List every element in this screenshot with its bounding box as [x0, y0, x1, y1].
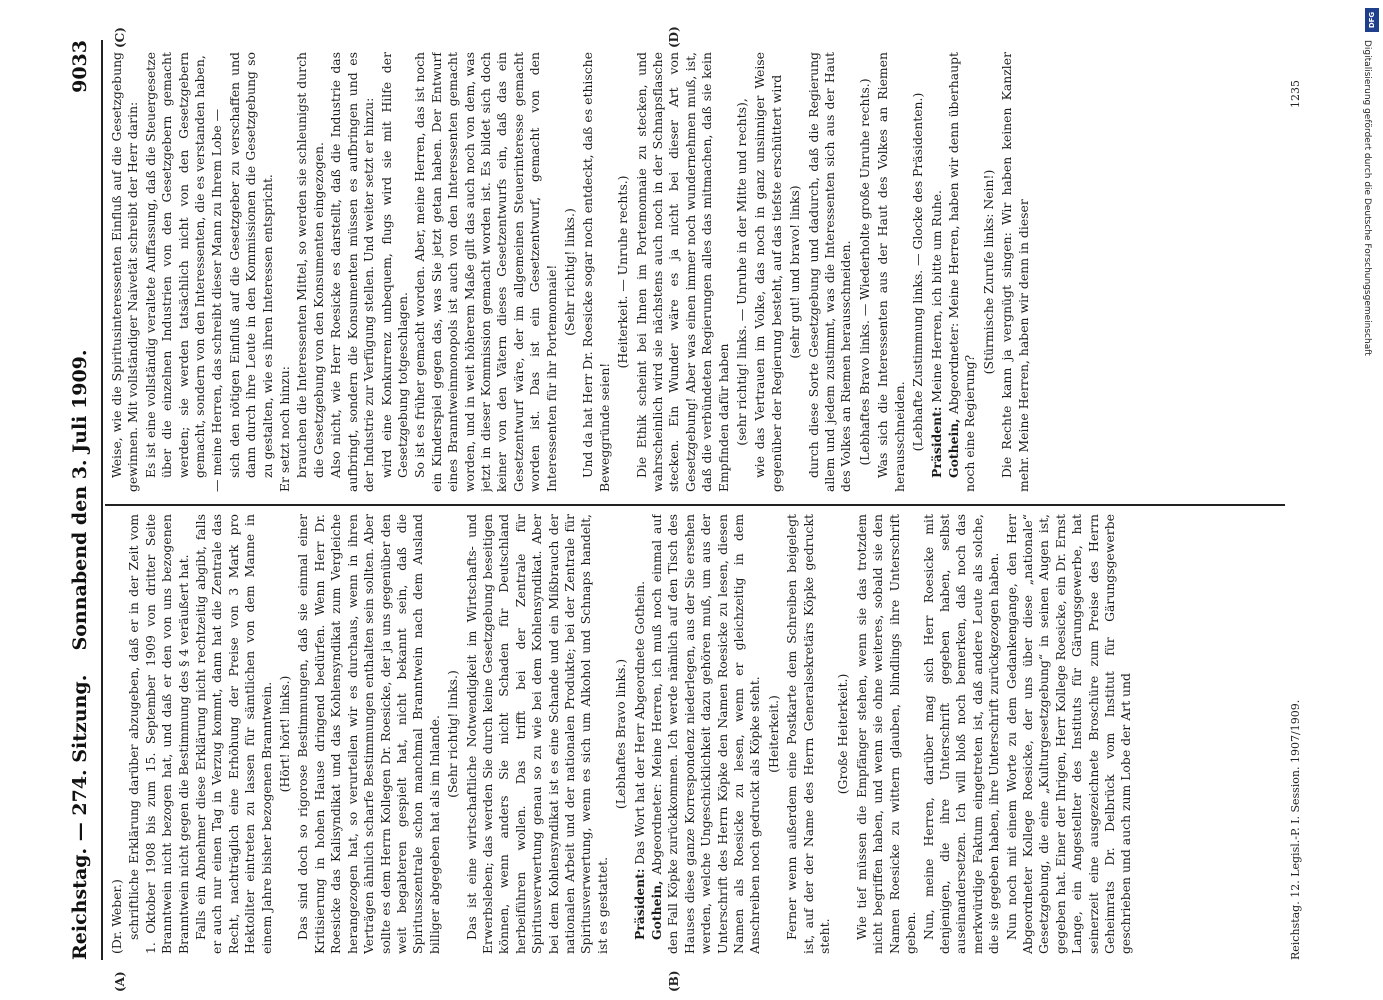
right-paragraph: sich den nötigen Einfluß auf die Gesetzgeber zu verschaffen und dann durch ihre Leute in den Kommissionen die Gesetzgebung so zu gestalten, wie es ihren Interessen entspricht. [226, 52, 275, 478]
right-paragraph: Also nicht, wie Herr Roesicke es darstellt, daß die Industrie das aufbringt, sondern die Konsumenten müssen es aufbringen und es der Industrie zur Verfügung stellen. Und weiter setzt er hinzu: [328, 52, 377, 492]
right-paragraph: (Heiterkeit. — Unruhe rechts.) [615, 175, 631, 369]
right-paragraph: Präsident: Meine Herren, ich bitte um Ruhe. [928, 190, 944, 478]
speaker-name: Gothein, [945, 418, 961, 478]
right-paragraph: Die Rechte kann ja vergnügt singen: Wir haben keinen Kanzler mehr. Meine Herren, haben wir denn in dieser [999, 52, 1031, 492]
left-paragraph: (Große Heiterkeit.) [835, 673, 851, 795]
right-paragraph: wie das Vertrauen im Volke, das noch in ganz unsinniger Weise gegenüber der Regierung besteht, auf das tiefste erschüttert wird [752, 52, 784, 492]
right-paragraph: durch diese Sorte Gesetzgebung und dadurch, daß die Regierung allem und jedem zustimmt, was die Interessenten sich aus der Haut des Volkes an Riemen herausschneiden. [805, 52, 854, 492]
speaker-name: Gothein, [649, 880, 664, 940]
left-paragraph: Wie tief müssen die Empfänger stehen, wenn sie das trotzdem nicht begriffen haben, und wenn sie ohne weiteres, sobald sie den Namen Roesicke zu wittern glauben, blindlings ihre Unterschrift geben. [853, 514, 919, 954]
footer-left: Reichstag. 12. Legisl.-P. I. Session. 1907/1909. [1289, 699, 1302, 960]
left-paragraph: (Dr. Weber.) [109, 879, 124, 954]
right-paragraph: Weise, wie die Spiritusinteressenten Einfluß auf die Gesetzgebung gewinnen. Mit vollständiger Naivetät schreibt der Herr darin: [109, 52, 141, 492]
right-paragraph: (Lebhaftes Bravo links. — Wiederholte große Unruhe rechts.) [856, 78, 872, 466]
right-paragraph: (Sehr richtig! links.) [561, 208, 577, 336]
header-center: Sonnabend den 3. Juli 1909. [69, 349, 91, 651]
left-paragraph: Das ist eine wirtschaftliche Notwendigkeit im Wirtschafts- und Erwerbsleben; das werden Sie durch keine Gesetzgebung beseitigen können, wenn anders Sie nicht Schaden für Deutschland herbeiführen wollen. Das trifft bei der Zentrale für Spiritusverwertung genau so zu wie bei dem Kohlensyndikat. Aber bei dem Kohlensyndikat ist es eine Schande und ein Mißbrauch der nationalen Arbeit und der nationalen Produkte; bei der Zentrale für Spiritusverwertung, wenn es sich um Alkohol und Schnaps handelt, ist es gestattet. [463, 514, 610, 954]
column-divider [105, 504, 1285, 506]
left-paragraph: Das sind doch so rigorose Bestimmungen, daß sie einmal einer Kritisierung in hohen Hause dringend bedürfen. Wenn Herr Dr. Roesicke das Kalisyndikat und das Kohlensyndikat zum Vergleiche herangezogen hat, so verurteilen wir es durchaus, wenn in ihren Verträgen ähnlich scharfe Bestimmungen enthalten sein sollten. Aber sollte es dem Herrn Kollegen Dr. Roesicke, der ja uns gegenüber den weit begabteren gespielt hat, nicht bekannt sein, daß die Spiritusszentrale schon manchmal Branntwein nach dem Ausland billiger abgegeben hat als im Inlande. [295, 514, 442, 954]
speaker-name: Präsident: [631, 868, 647, 940]
right-paragraph: Er setzt noch hinzu: [277, 366, 293, 492]
right-paragraph: Die Ethik scheint bei Ihnen im Portemonnaie zu stecken, und wahrscheinlich wird sie nächstens auch noch in der Schnapsflasche stecken. Ein Wunder wäre es ja nicht bei dieser Art von Gesetzgebung! Aber was einen immer noch wundernehmen muß, ist, daß die verbündeten Regierungen alles das mitmachen, daß sie kein Empfinden dafür haben [633, 52, 731, 492]
speaker-name: Präsident: [928, 406, 944, 478]
left-paragraph: (Sehr richtig! links.) [445, 670, 461, 798]
left-paragraph: Gothein, Abgeordneter: Meine Herren, ich muß noch einmal auf den Fall Köpke zurückkommen. Ich werde nämlich auf den Tisch des Hauses diese ganze Korrespondenz niederlegen, aus der Sie ersehen werden, welche Ungeschicklichkeit dazu gehören muß, um aus der Unterschrift des Herrn Köpke den Namen Roesicke zu lesen, diesen Namen als Roesicke zu lesen, wenn er gleichzeitig in dem Anschreiben noch gedruckt als Köpke steht. [649, 514, 763, 954]
margin-mark-a: (A) [113, 971, 127, 992]
margin-mark-c: (C) [113, 27, 127, 48]
right-paragraph: Gothein, Abgeordneter: Meine Herren, haben wir denn überhaupt noch eine Regierung? [945, 52, 978, 492]
left-paragraph: Nun, meine Herren, darüber mag sich Herr Roesicke mit denjenigen, die ihre Unterschrift gegeben haben, selbst auseinandersetzen. Ich will bloß noch bemerken, daß noch das merkwürdige Faktum eingetreten ist, daß andere Leute als solche, die sie gegeben haben, ihre Unterschrift zurückgezogen haben. [920, 514, 1002, 954]
right-paragraph: brauchen die Interessenten Mittel, so werden sie schleunigst durch die Gesetzgebung von den Konsumenten eingezogen. [294, 52, 326, 478]
rotated-page [27, 20, 1327, 1000]
digitisation-notice: Digitalisierung gefördert durch die Deutsche Forschungsgemeinschaft [1362, 40, 1372, 356]
left-paragraph: schriftliche Erklärung darüber abzugeben, daß er in der Zeit vom 1. Oktober 1908 bis zum 15. September 1909 von dritter Seite Branntwein nicht bezogen hat, und daß er den von uns bezogenen Branntwein nicht gegen die Bestimmung des § 4 veräußert hat. [126, 514, 191, 954]
right-paragraph: (sehr gut! und bravo! links) [787, 185, 803, 359]
left-paragraph: Ferner wenn außerdem eine Postkarte dem Schreiben beigelegt ist, auf der der Name des Herrn Generalsekretärs Köpke gedruckt steht. [784, 514, 833, 954]
right-paragraph: — meine Herren, das schreibt dieser Mann zu Ihrem Lobe — [209, 108, 225, 492]
signature-number: 1235 [1289, 80, 1302, 108]
right-paragraph: (Stürmische Zurufe links: Nein!) [980, 169, 996, 375]
right-paragraph: So ist es früher gemacht worden. Aber, meine Herren, das ist noch ein Kinderspiel gegen das, was Sie jetzt getan haben. Der Entwurf eines Branntweinmonopols ist auch von den Interessenten gemacht worden, und in weit höherem Maße gilt das auch noch von dem, was jetzt in dieser Kommission gemacht worden ist. Es bildet sich doch keiner von den Vätern dieses Gesetzentwurfs ein, daß das ein Gesetzentwurf wäre, der im allgemeinen Steuerinteresse gemacht worden ist. Das ist ein Gesetzentwurf, gemacht von den Interessenten für ihr Portemonnaie! [412, 52, 559, 492]
right-paragraph: (sehr richtig! links. — Unruhe in der Mitte und rechts), [734, 98, 750, 446]
right-paragraph: Was sich die Interessenten aus der Haut des Volkes an Riemen herausschneiden. [875, 52, 907, 492]
right-paragraph: (Lebhafte Zustimmung links. — Glocke des Präsidenten.) [910, 92, 926, 452]
right-paragraph: Und da hat Herr Dr. Roesicke sogar noch entdeckt, daß es ethische Beweggründe seien! [580, 52, 612, 492]
page-footer [1289, 40, 1309, 960]
right-paragraph: wird eine Konkurrenz unbequem, flugs wird sie mit Hilfe der Gesetzgebung totgeschlagen. [378, 52, 410, 478]
page-header [69, 40, 99, 960]
left-paragraph: (Heiterkeit.) [765, 695, 781, 773]
left-paragraph: (Hört! hört! links.) [277, 675, 293, 793]
right-column [109, 52, 1279, 492]
margin-mark-b: (B) [667, 970, 681, 992]
header-rule [101, 40, 103, 960]
page-number: 9033 [69, 40, 91, 93]
header-left: Reichstag. — 274. Sitzung. [69, 674, 91, 960]
dfg-logo: DFG [1365, 8, 1379, 32]
right-paragraph: Es ist eine vollständig veraltete Auffassung, daß die Steuergesetze über die einzelnen Industrien von den Gesetzgebern gemacht werden; sie werden tatsächlich nicht von den Gesetzgebern gemacht, sondern von den Interessenten, die es verstanden haben, [142, 52, 208, 478]
left-paragraph: Nun noch mit einem Worte zu dem Gedankengange, den Herr Abgeordneter Kollege Roesicke, der uns über diese „nationale“ Gesetzgebung, die eine „Kulturgesetzgebung“ in seinen Augen ist, gegeben hat. Einer der Ihrigen, Herr Kollege Roesicke, ein Dr. Ernst Lange, ein Angestellter des Instituts für Gärungsgewerbe, hat seinerzeit eine ausgezeichnete Broschüre zum Preise des Herrn Geheimrats Dr. Delbrück vom Institut für Gärungsgewerbe geschrieben und auch zum Lobe der Art und [1003, 514, 1134, 954]
left-column [109, 514, 1279, 954]
margin-mark-d: (D) [667, 26, 681, 48]
left-paragraph: (Lebhaftes Bravo links.) [613, 658, 629, 810]
left-paragraph: Falls ein Abnehmer diese Erklärung nicht rechtzeitig abgibt, falls er auch nur einen Tag in Verzug kommt, dann hat die Zentrale das Recht, nachträglich eine Erhöhung der Preise von 3 Mark pro Hektoliter eintreten zu lassen für sämtlichen von dem Manne in einem Jahre bisher bezogenen Branntwein. [193, 514, 274, 954]
left-paragraph: Präsident: Das Wort hat der Herr Abgeordnete Gothein. [631, 580, 647, 940]
